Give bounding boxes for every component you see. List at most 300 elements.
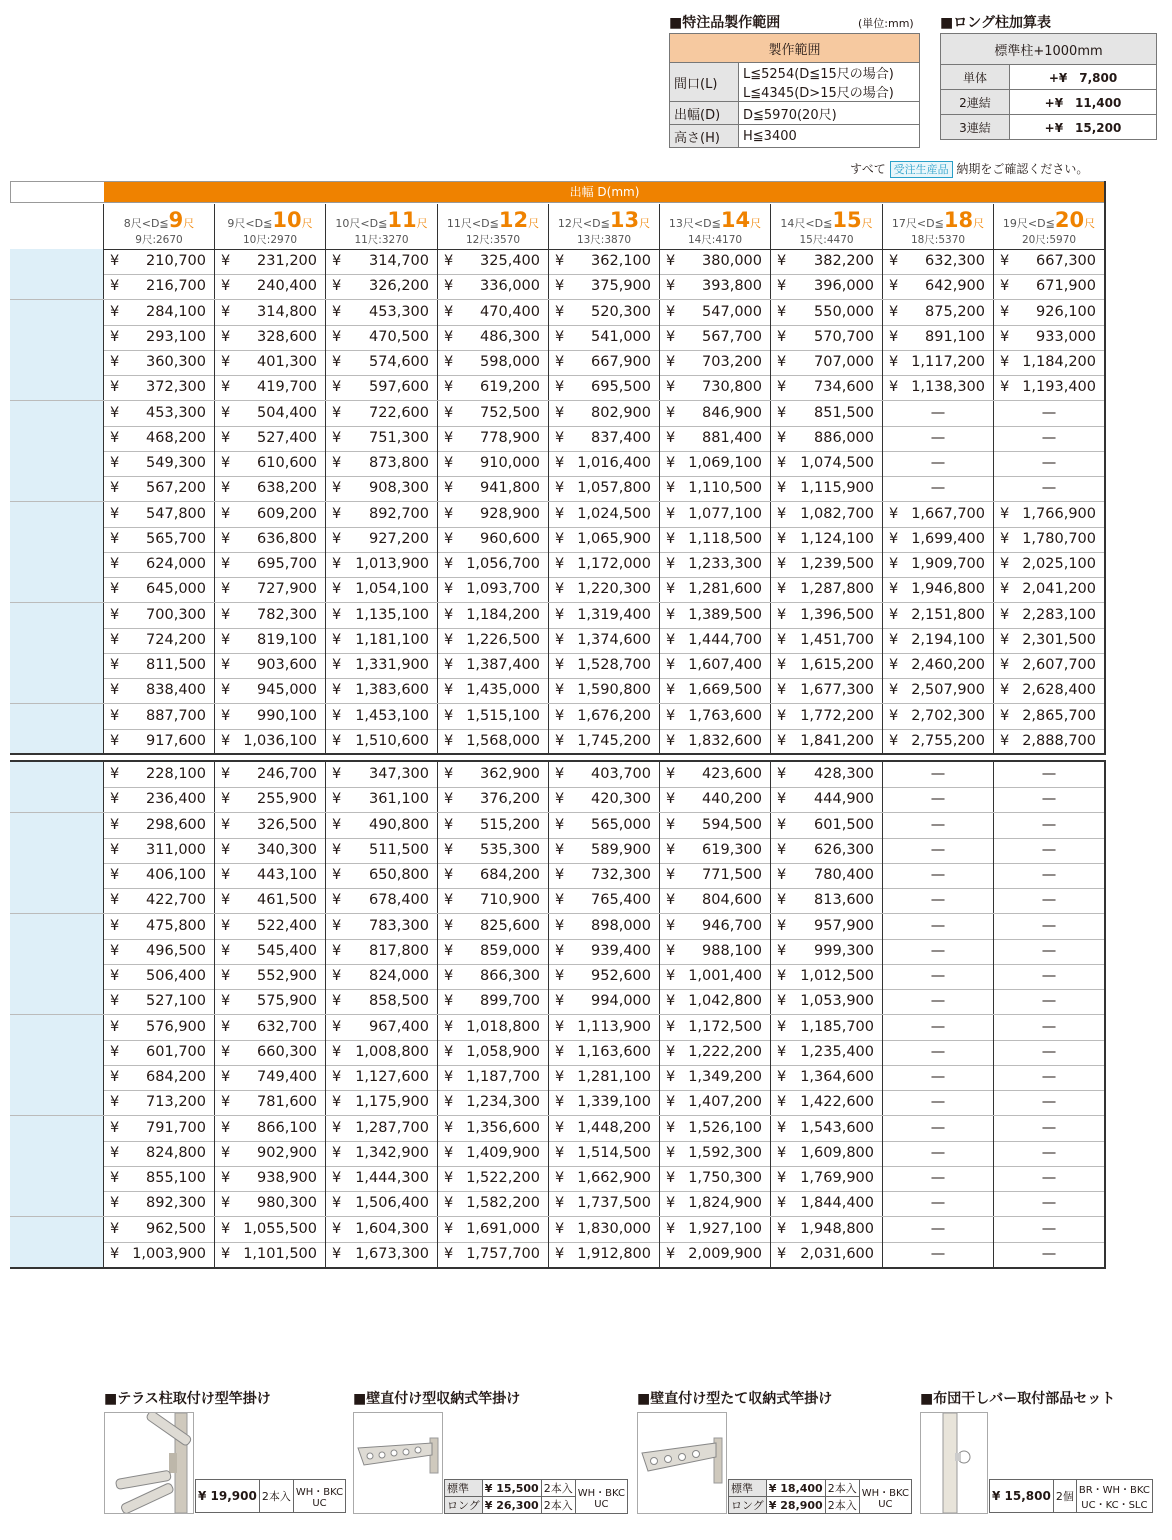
yen-symbol: ¥	[332, 505, 342, 522]
price-cell	[548, 1217, 659, 1242]
price-cell	[214, 1166, 325, 1191]
price-cell	[214, 838, 325, 863]
yen-symbol: ¥	[777, 816, 787, 833]
price-value: 1,750,300	[688, 1170, 762, 1186]
price-cell	[882, 678, 993, 703]
yen-symbol: ¥	[221, 1220, 231, 1237]
price-value: 619,200	[480, 379, 540, 396]
yen-symbol: ¥	[777, 1069, 787, 1085]
price-cell	[548, 628, 659, 653]
yen-symbol: ¥	[110, 253, 120, 269]
yen-symbol: ¥	[889, 303, 899, 320]
yen-symbol: ¥	[666, 791, 676, 808]
yen-symbol: ¥	[555, 1043, 565, 1060]
price-cell: —	[882, 476, 993, 501]
yen-symbol: ¥	[332, 1119, 342, 1136]
price-cell: —	[882, 1040, 993, 1065]
yen-symbol: ¥	[555, 278, 565, 295]
price-cell	[325, 502, 437, 527]
price-value: 515,200	[480, 816, 540, 833]
yen-symbol: ¥	[666, 766, 676, 782]
price-cell: —	[882, 1090, 993, 1115]
yen-symbol: ¥	[221, 766, 231, 782]
product-price-table	[195, 1479, 346, 1513]
price-value: 1,383,600	[355, 682, 429, 699]
price-value: 361,100	[369, 791, 429, 808]
price-value: 838,400	[146, 682, 206, 699]
yen-symbol: ¥	[555, 505, 565, 522]
price-value: 2,702,300	[911, 707, 985, 724]
yen-symbol: ¥	[332, 1144, 342, 1161]
table-row	[10, 1015, 1106, 1041]
yen-symbol: ¥	[444, 303, 454, 320]
price-cell	[659, 300, 770, 325]
table-row	[10, 1040, 1106, 1066]
yen-symbol: ¥	[777, 1170, 787, 1186]
yen-symbol: ¥	[332, 942, 342, 959]
price-value: 1,673,300	[355, 1245, 429, 1262]
price-cell	[770, 502, 882, 527]
price-value: 511,500	[369, 841, 429, 858]
price-cell	[214, 914, 325, 939]
price-cell: —	[993, 888, 1104, 913]
price-value: 372,300	[146, 379, 206, 396]
price-value: 957,900	[814, 917, 874, 934]
price-cell	[214, 1015, 325, 1040]
price-value: 695,500	[591, 379, 651, 396]
yen-symbol: ¥	[444, 1094, 454, 1111]
price-cell	[548, 863, 659, 888]
table-row	[10, 1065, 1106, 1091]
price-cell	[214, 426, 325, 451]
made-to-order-badge: 受注生産品	[890, 161, 953, 178]
price-value: 1,780,700	[1022, 530, 1096, 547]
price-cell	[103, 274, 214, 299]
long-pillar-table	[940, 33, 1157, 140]
price-cell	[214, 813, 325, 838]
price-value: 941,800	[480, 480, 540, 497]
price-value: 837,400	[591, 429, 651, 446]
price-cell	[103, 1191, 214, 1216]
price-value: 859,000	[480, 942, 540, 959]
yen-symbol: ¥	[777, 253, 787, 269]
product-kind: ロング	[445, 1497, 483, 1514]
price-cell: —	[882, 451, 993, 476]
price-value: 899,700	[480, 993, 540, 1010]
yen-symbol: ¥	[444, 354, 454, 370]
price-value: 1,407,200	[688, 1094, 762, 1111]
price-value: 1,772,200	[800, 707, 874, 724]
price-value: 598,000	[480, 354, 540, 370]
price-cell	[993, 628, 1104, 653]
yen-symbol: ¥	[666, 1094, 676, 1111]
price-cell: —	[882, 401, 993, 426]
yen-symbol: ¥	[555, 556, 565, 572]
yen-symbol: ¥	[666, 968, 676, 984]
column-header: 11尺<D≦12尺 12尺:3570	[437, 204, 548, 249]
price-value: 428,300	[814, 766, 874, 782]
price-value: 707,000	[814, 354, 874, 370]
yen-symbol: ¥	[555, 354, 565, 370]
price-cell	[325, 838, 437, 863]
price-cell	[214, 939, 325, 964]
price-cell	[770, 1191, 882, 1216]
price-value: 619,300	[702, 841, 762, 858]
yen-symbol: ¥	[332, 354, 342, 370]
yen-symbol: ¥	[444, 480, 454, 497]
row-label-cell	[10, 628, 104, 653]
price-value: 2,460,200	[911, 657, 985, 673]
price-value: 875,200	[925, 303, 985, 320]
price-value: 902,900	[257, 1144, 317, 1161]
price-cell: —	[993, 1217, 1104, 1242]
yen-symbol: ¥	[889, 581, 899, 598]
yen-symbol: ¥	[221, 968, 231, 984]
yen-symbol: ¥	[332, 455, 342, 471]
yen-symbol: ¥	[332, 993, 342, 1010]
price-cell	[548, 375, 659, 400]
yen-symbol: ¥	[332, 816, 342, 833]
yen-symbol: ¥	[666, 379, 676, 396]
price-cell: —	[882, 1166, 993, 1191]
yen-symbol: ¥	[777, 1144, 787, 1161]
yen-symbol: ¥	[889, 682, 899, 699]
yen-symbol: ¥	[444, 1119, 454, 1136]
price-cell	[993, 603, 1104, 628]
long-pillar-label: 3連結	[941, 115, 1010, 140]
price-cell	[659, 527, 770, 552]
price-cell	[548, 249, 659, 274]
yen-symbol: ¥	[444, 455, 454, 471]
product-price: ¥ 28,900	[766, 1497, 825, 1514]
yen-symbol: ¥	[666, 354, 676, 370]
price-value: 1,528,700	[577, 657, 651, 673]
price-cell	[214, 350, 325, 375]
yen-symbol: ¥	[777, 841, 787, 858]
price-value: 1,172,000	[577, 556, 651, 572]
column-header: 12尺<D≦13尺 13尺:3870	[548, 204, 659, 249]
price-cell	[882, 552, 993, 577]
price-cell: —	[882, 1191, 993, 1216]
price-cell	[437, 1217, 548, 1242]
price-cell	[437, 964, 548, 989]
price-cell	[325, 350, 437, 375]
price-cell	[548, 1116, 659, 1141]
price-cell	[659, 1141, 770, 1166]
price-value: 527,400	[257, 429, 317, 446]
yen-symbol: ¥	[444, 606, 454, 623]
price-cell	[214, 552, 325, 577]
yen-symbol: ¥	[777, 379, 787, 396]
price-cell	[214, 375, 325, 400]
price-cell	[770, 476, 882, 501]
row-label-cell	[10, 1242, 104, 1267]
price-cell: —	[882, 888, 993, 913]
yen-symbol: ¥	[110, 1220, 120, 1237]
yen-symbol: ¥	[777, 556, 787, 572]
price-value: 1,077,100	[688, 505, 762, 522]
price-value: 2,888,700	[1022, 732, 1096, 749]
price-value: 1,185,700	[800, 1018, 874, 1035]
row-label-cell	[10, 1065, 104, 1090]
yen-symbol: ¥	[777, 354, 787, 370]
price-cell: —	[993, 813, 1104, 838]
price-value: 1,662,900	[577, 1170, 651, 1186]
table-row	[10, 1141, 1106, 1167]
table-row	[10, 350, 1106, 376]
price-cell	[770, 813, 882, 838]
product-colors: WH・BKC UC	[859, 1480, 911, 1514]
column-header: 17尺<D≦18尺 18尺:5370	[882, 204, 993, 249]
price-value: 340,300	[257, 841, 317, 858]
yen-symbol: ¥	[666, 1069, 676, 1085]
price-cell	[325, 729, 437, 754]
yen-symbol: ¥	[777, 606, 787, 623]
price-value: 960,600	[480, 530, 540, 547]
table-row	[10, 577, 1106, 603]
price-cell	[993, 325, 1104, 350]
price-value: 420,300	[591, 791, 651, 808]
price-value: 636,800	[257, 530, 317, 547]
price-value: 1,830,000	[577, 1220, 651, 1237]
price-cell	[103, 577, 214, 602]
product-qty: 2本入	[825, 1497, 859, 1514]
price-value: 1,117,200	[911, 354, 985, 370]
yen-symbol: ¥	[444, 556, 454, 572]
price-value: 858,500	[369, 993, 429, 1010]
price-value: 1,003,900	[132, 1245, 206, 1262]
price-value: 1,342,900	[355, 1144, 429, 1161]
price-cell	[659, 274, 770, 299]
table-row	[10, 401, 1106, 427]
product-price: ¥ 15,800	[990, 1480, 1054, 1513]
yen-symbol: ¥	[110, 1144, 120, 1161]
price-cell	[214, 863, 325, 888]
price-cell	[103, 1217, 214, 1242]
price-cell	[103, 451, 214, 476]
price-cell: —	[993, 762, 1104, 787]
price-value: 999,300	[814, 942, 874, 959]
product-qty: 2本入	[825, 1480, 859, 1497]
price-cell	[993, 704, 1104, 729]
price-cell	[770, 914, 882, 939]
yen-symbol: ¥	[221, 1245, 231, 1262]
price-value: 1,054,100	[355, 581, 429, 598]
yen-symbol: ¥	[110, 631, 120, 648]
price-value: 2,628,400	[1022, 682, 1096, 699]
price-value: 2,025,100	[1022, 556, 1096, 572]
yen-symbol: ¥	[777, 942, 787, 959]
price-cell	[325, 1166, 437, 1191]
price-cell: —	[882, 1141, 993, 1166]
product-image-vertical-rod-hanger	[637, 1412, 727, 1514]
yen-symbol: ¥	[555, 303, 565, 320]
price-value: 1,435,000	[466, 682, 540, 699]
price-value: 1,604,300	[355, 1220, 429, 1237]
price-cell	[214, 476, 325, 501]
yen-symbol: ¥	[555, 530, 565, 547]
price-cell	[548, 914, 659, 939]
product-colors: BR・WH・BKC UC・KC・SLC	[1076, 1480, 1152, 1513]
price-value: 722,600	[369, 404, 429, 421]
price-value: 1,364,600	[800, 1069, 874, 1085]
yen-symbol: ¥	[444, 1069, 454, 1085]
price-value: 231,200	[257, 253, 317, 269]
price-cell	[770, 426, 882, 451]
price-value: 926,100	[1036, 303, 1096, 320]
price-value: 1,018,800	[466, 1018, 540, 1035]
yen-symbol: ¥	[332, 328, 342, 345]
yen-symbol: ¥	[666, 1119, 676, 1136]
yen-symbol: ¥	[221, 917, 231, 934]
price-value: 228,100	[146, 766, 206, 782]
yen-symbol: ¥	[110, 556, 120, 572]
price-cell	[770, 577, 882, 602]
yen-symbol: ¥	[110, 1170, 120, 1186]
price-cell	[103, 552, 214, 577]
yen-symbol: ¥	[110, 867, 120, 883]
table-row	[10, 426, 1106, 452]
yen-symbol: ¥	[666, 1144, 676, 1161]
price-cell: —	[993, 964, 1104, 989]
yen-symbol: ¥	[666, 816, 676, 833]
price-cell	[770, 451, 882, 476]
table-row	[10, 1217, 1106, 1243]
product-price: ¥ 15,500	[482, 1480, 541, 1497]
price-cell	[214, 1242, 325, 1267]
price-value: 1,056,700	[466, 556, 540, 572]
yen-symbol: ¥	[777, 867, 787, 883]
yen-symbol: ¥	[777, 530, 787, 547]
yen-symbol: ¥	[889, 707, 899, 724]
price-table-header-bar	[10, 181, 1106, 203]
price-cell	[659, 1166, 770, 1191]
yen-symbol: ¥	[332, 530, 342, 547]
price-value: 1,946,800	[911, 581, 985, 598]
price-value: 791,700	[146, 1119, 206, 1136]
yen-symbol: ¥	[221, 732, 231, 749]
price-cell	[659, 787, 770, 812]
price-value: 2,151,800	[911, 606, 985, 623]
yen-symbol: ¥	[889, 505, 899, 522]
row-label-cell	[10, 1141, 104, 1166]
price-value: 475,800	[146, 917, 206, 934]
price-value: 781,600	[257, 1094, 317, 1111]
price-cell: —	[882, 1116, 993, 1141]
yen-symbol: ¥	[221, 455, 231, 471]
price-cell	[993, 527, 1104, 552]
price-value: 1,235,400	[800, 1043, 874, 1060]
table-row	[10, 838, 1106, 864]
yen-symbol: ¥	[666, 993, 676, 1010]
yen-symbol: ¥	[110, 278, 120, 295]
yen-symbol: ¥	[555, 657, 565, 673]
yen-symbol: ¥	[555, 1119, 565, 1136]
price-value: 962,500	[146, 1220, 206, 1237]
price-value: 632,700	[257, 1018, 317, 1035]
yen-symbol: ¥	[777, 682, 787, 699]
price-value: 2,041,200	[1022, 581, 1096, 598]
price-value: 1,287,700	[355, 1119, 429, 1136]
yen-symbol: ¥	[110, 606, 120, 623]
price-value: 1,763,600	[688, 707, 762, 724]
yen-symbol: ¥	[444, 530, 454, 547]
spec-value: D≦5970(20尺)	[739, 102, 920, 125]
price-cell	[548, 426, 659, 451]
price-cell	[325, 552, 437, 577]
price-cell	[548, 1065, 659, 1090]
price-value: 597,600	[369, 379, 429, 396]
price-cell: —	[993, 1040, 1104, 1065]
price-value: 727,900	[257, 581, 317, 598]
yen-symbol: ¥	[110, 917, 120, 934]
price-value: 802,900	[591, 404, 651, 421]
price-cell: —	[993, 401, 1104, 426]
special-order-table	[669, 33, 920, 148]
price-cell	[770, 325, 882, 350]
yen-symbol: ¥	[555, 1195, 565, 1212]
yen-symbol: ¥	[666, 429, 676, 446]
column-header: 19尺<D≦20尺 20尺:5970	[993, 204, 1104, 249]
yen-symbol: ¥	[889, 556, 899, 572]
price-cell	[103, 375, 214, 400]
price-value: 881,400	[702, 429, 762, 446]
price-value: 1,001,400	[688, 968, 762, 984]
price-value: 892,700	[369, 505, 429, 522]
price-value: 1,590,800	[577, 682, 651, 699]
yen-symbol: ¥	[444, 816, 454, 833]
price-cell	[325, 1040, 437, 1065]
price-cell	[325, 476, 437, 501]
price-cell	[103, 1116, 214, 1141]
yen-symbol: ¥	[332, 253, 342, 269]
price-cell	[993, 502, 1104, 527]
price-cell	[325, 249, 437, 274]
price-value: 751,300	[369, 429, 429, 446]
table-row	[10, 552, 1106, 578]
price-cell	[659, 704, 770, 729]
product-qty: 2本入	[541, 1480, 575, 1497]
price-value: 1,844,400	[800, 1195, 874, 1212]
price-cell	[882, 729, 993, 754]
yen-symbol: ¥	[777, 1245, 787, 1262]
price-cell	[770, 274, 882, 299]
yen-symbol: ¥	[555, 1144, 565, 1161]
yen-symbol: ¥	[444, 682, 454, 699]
price-value: 917,600	[146, 732, 206, 749]
price-cell	[325, 401, 437, 426]
row-label-cell	[10, 989, 104, 1014]
yen-symbol: ¥	[666, 682, 676, 699]
price-value: 1,422,600	[800, 1094, 874, 1111]
price-value: 1,832,600	[688, 732, 762, 749]
price-cell: —	[882, 939, 993, 964]
table-row	[10, 888, 1106, 914]
price-cell	[325, 989, 437, 1014]
yen-symbol: ¥	[444, 379, 454, 396]
yen-symbol: ¥	[555, 328, 565, 345]
price-value: 1,841,200	[800, 732, 874, 749]
price-value: 311,000	[146, 841, 206, 858]
product-title: ■テラス柱取付け型竿掛け	[104, 1391, 271, 1407]
price-value: 360,300	[146, 354, 206, 370]
price-value: 782,300	[257, 606, 317, 623]
price-cell	[103, 964, 214, 989]
price-value: 824,000	[369, 968, 429, 984]
yen-symbol: ¥	[1000, 606, 1010, 623]
yen-symbol: ¥	[221, 942, 231, 959]
price-value: 667,300	[1036, 253, 1096, 269]
